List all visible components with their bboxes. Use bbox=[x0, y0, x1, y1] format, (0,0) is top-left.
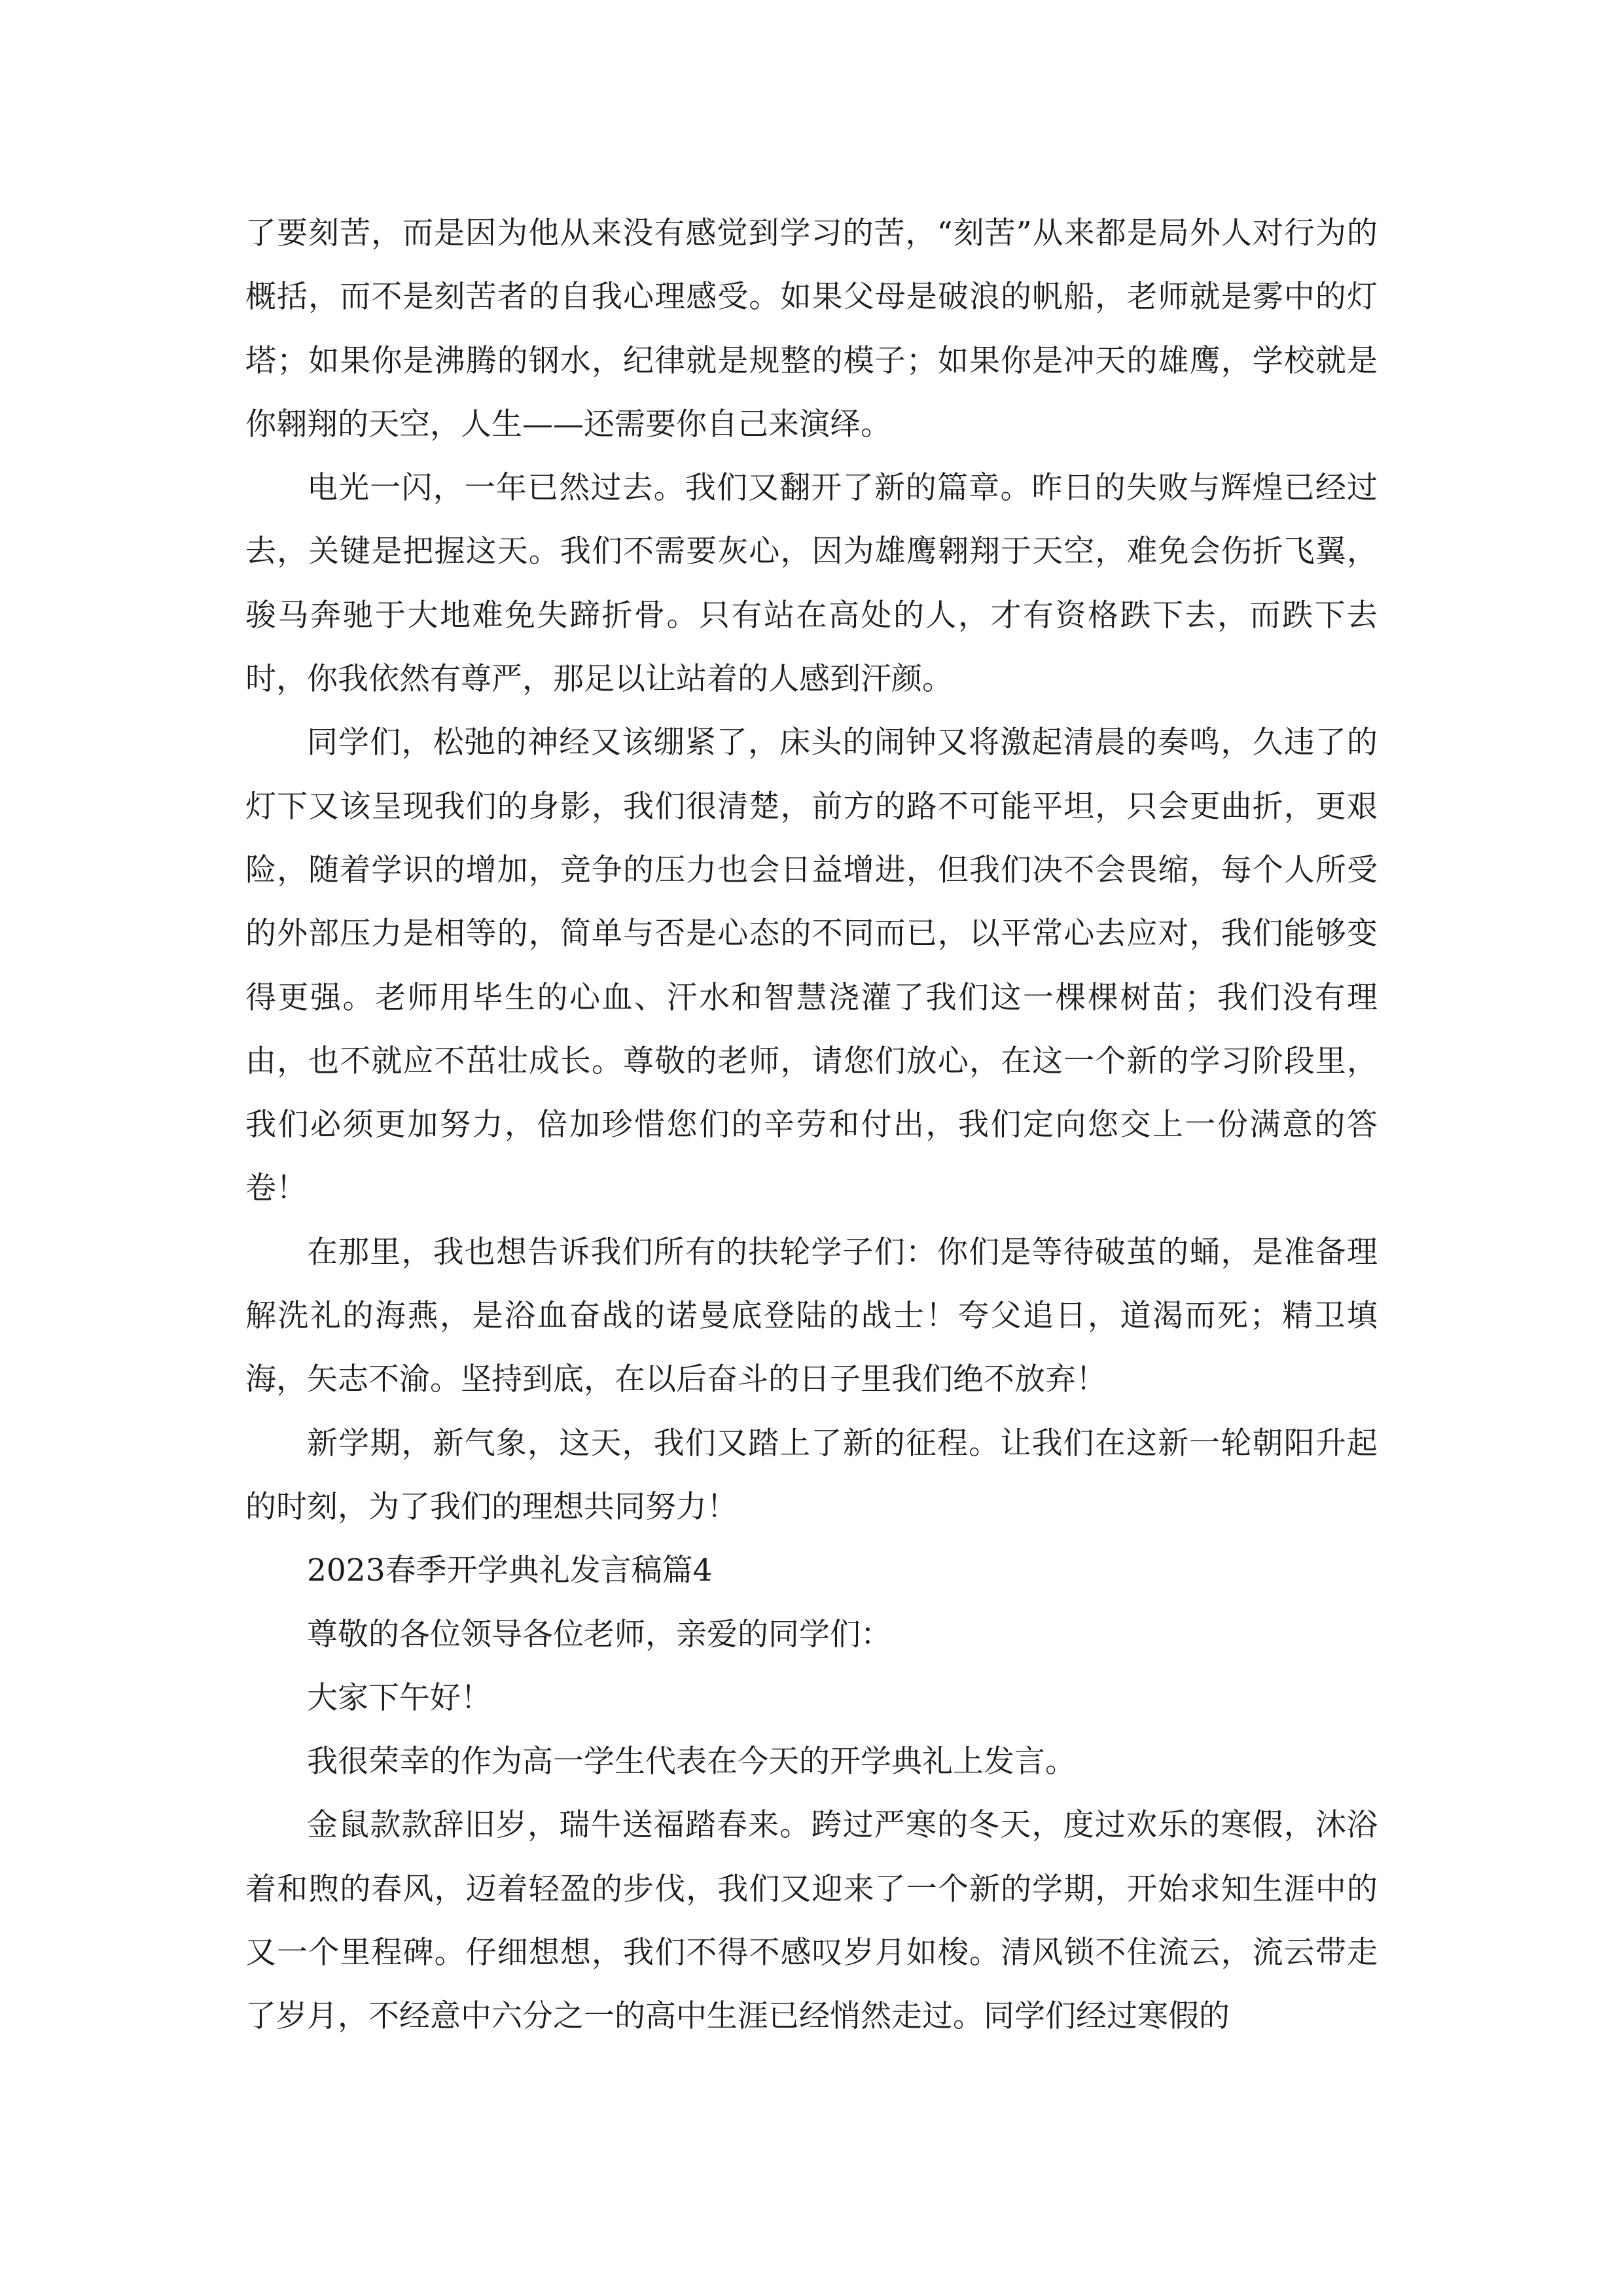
intro-paragraph: 我很荣幸的作为高一学生代表在今天的开学典礼上发言。 bbox=[307, 1744, 1076, 1780]
paragraph-3: 同学们，松弛的神经又该绷紧了，床头的闹钟又将激起清晨的奏鸣，久违了的灯下又该呈现我们的身影，我们很清楚，前方的路不可能平坦，只会更曲折，更艰险，随着学识的增加，竞争的压力也会日益增进，但我们决不会畏缩，每个人所受的外部压力是相等的，简单与否是心态的不同而已，以平常心去应对，我们能够变得更强。老师用毕生的心血、汗水和智慧浇灌了我们这一棵棵树苗；我们没有理由，也不就应不茁壮成长。尊敬的老师，请您们放心，在这一个新的学习阶段里，我们必须更加努力，倍加珍惜您们的辛劳和付出，我们定向您交上一份满意的答卷！ bbox=[245, 725, 1378, 1207]
body-paragraph: 金鼠款款辞旧岁，瑞牛送福踏春来。跨过严寒的冬天，度过欢乐的寒假，沐浴着和煦的春风，迈着轻盈的步伐，我们又迎来了一个新的学期，开始求知生涯中的又一个里程碑。仔细想想，我们不得不感叹岁月如梭。清风锁不住流云，流云带走了岁月，不经意中六分之一的高中生涯已经悄然走过。同学们经过寒假的 bbox=[245, 1807, 1378, 2035]
paragraph-5: 新学期，新气象，这天，我们又踏上了新的征程。让我们在这新一轮朝阳升起的时刻，为了我们的理想共同努力！ bbox=[245, 1425, 1378, 1525]
greeting-paragraph: 大家下午好！ bbox=[307, 1679, 491, 1716]
section-heading: 2023春季开学典礼发言稿篇4 bbox=[307, 1552, 713, 1589]
document-body bbox=[245, 202, 1378, 2049]
salutation-paragraph: 尊敬的各位领导各位老师，亲爱的同学们： bbox=[307, 1616, 891, 1653]
paragraph-4: 在那里，我也想告诉我们所有的扶轮学子们：你们是等待破茧的蛹，是准备理解洗礼的海燕，是浴血奋战的诺曼底登陆的战士！夸父追日，道渴而死；精卫填海，矢志不渝。坚持到底，在以后奋斗的日子里我们绝不放弃！ bbox=[245, 1234, 1378, 1398]
paragraph-1: 了要刻苦，而是因为他从来没有感觉到学习的苦，“刻苦”从来都是局外人对行为的概括，而不是刻苦者的自我心理感受。如果父母是破浪的帆船，老师就是雾中的灯塔；如果你是沸腾的钢水，纪律就是规整的模子；如果你是冲天的雄鹰，学校就是你翱翔的天空，人生——还需要你自己来演绎。 bbox=[245, 215, 1378, 442]
paragraph-2: 电光一闪，一年已然过去。我们又翻开了新的篇章。昨日的失败与辉煌已经过去，关键是把握这天。我们不需要灰心，因为雄鹰翱翔于天空，难免会伤折飞翼，骏马奔驰于大地难免失蹄折骨。只有站在高处的人，才有资格跌下去，而跌下去时，你我依然有尊严，那足以让站着的人感到汗颜。 bbox=[245, 470, 1378, 698]
